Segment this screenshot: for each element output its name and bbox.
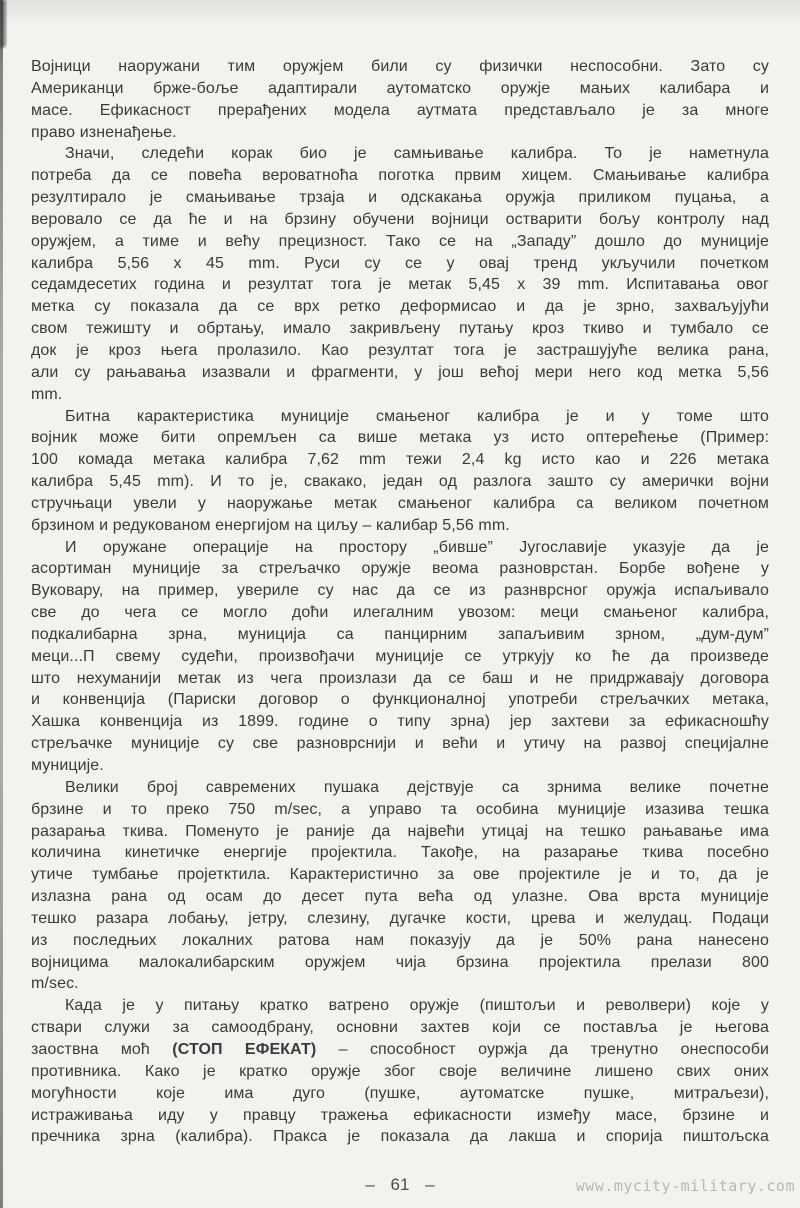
text-line: могућности које има дуго (пушке, аутоматске пушке, митраљези), [31,1084,769,1102]
text-line: војницима малокалибарским оружјем чија брзина пројектила прелази 800 [31,953,769,971]
text-line: седамдесетих година и резултат тога је метак 5,45 х 39 mm. Испитавања овог [31,276,769,294]
text-line: Вуковару, на пример, увериле су нас да се из разнврсног оружја испаљивало [31,582,769,600]
text-line: брзином и редукованом енергијом на циљу – калибар 5,56 mm. [31,516,510,534]
text-line: противника. Како је кратко оружје због своје величине лишено свих оних [31,1062,769,1080]
text-line: истраживања иду у правцу тражења ефикасности између масе, брзине и [31,1106,769,1124]
text-line: метка су показала да се врх ретко деформисао и да је зрно, захваљујући [31,298,769,316]
text-line: стручњаци увели у наоружање метак смањеног калибра са великом почетном [31,494,769,512]
watermark-text: www.mycity-military.com [575,1177,795,1195]
text-line: количина кинетичке енергије пројектила. Такође, на разарање ткива посебно [31,844,769,862]
text-line: право изненађење. [31,123,177,141]
text-line: стрељачке муниције су све разноврснији и већи и утичу на развој специјалне [31,735,769,753]
text-line: 100 комада метака калибра 7,62 mm тежи 2,4 kg исто као и 226 метака [31,451,769,469]
text-line: што нехуманији метак из чега произлази да се баш и не придржавају договора [31,669,769,687]
text-line: оружјем, а тиме и већу прецизност. Тако се на „Западу” дошло до муниције [31,232,769,250]
text-line: Хашка конвенција из 1899. године о типу зрна) јер захтеви за ефикасношћу [31,713,769,731]
text-line: потреба да се повећа вероватноћа поготка првим хицем. Смањивање калибра [31,167,769,185]
text-line: пречника зрна (калибра). Пракса је показала да лакша и спорија пиштољска [31,1128,769,1146]
text-line: асортиман муниције за стрељачко оружје веома разноврстан. Борбе вођене у [31,560,769,578]
text-line: Војници наоружани тим оружјем били су физички неспособни. Зато су [31,58,769,75]
text-line: меци...П свему судећи, произвођачи муниције се утркују ко ће да произведе [31,647,769,665]
text-line: ствари служи за самоодбрану, основни захтев који се поставља је његова [31,1019,769,1037]
text-line: калибра 5,45 mm). И то је, свакако, један од разлога зашто су амерички војни [31,473,769,491]
page-text [31,56,769,1148]
text-line: резултирало је смањивање трзаја и одскакања оружја приликом пуцања, а [31,189,769,207]
text-line: утиче тумбање пројетктила. Карактеристично за ове пројектиле је и то, да је [31,866,769,884]
text-line: заоствна моћ (СТОП ЕФЕКАТ) – способност оуржја да тренутно онеспособи [31,1040,770,1058]
text-line: Битна карактеристика муниције смањеног калибра је и у томе што [65,407,769,425]
text-line: свом тежишту и обртању, имало закривљену путању кроз ткиво и тумбало се [31,320,769,338]
text-line: Када је у питању кратко ватрено оружје (пиштољи и револвери) које у [65,997,769,1015]
text-line: док је кроз њега пролазило. Као резултат тога је застрашујуће велика рана, [31,341,769,359]
text-line: Велики број савремених пушака дејствује са зрнима велике почетне [65,778,769,796]
text-line: Американци брже-боље адаптирали аутоматско оружје мањих калибара и [31,79,769,97]
page-number: – 61 – [365,1175,435,1194]
text-line: муниције. [31,757,104,774]
text-line: mm. [31,385,63,403]
bold-text: (СТОП ЕФЕКАТ) [172,1040,317,1058]
text-line: све до чега се могло доћи илегалним увозом: меци смањеног калибра, [31,604,769,622]
text-line: и конвенција (Париски договор о функционалној употреби стрељачких метака, [31,691,769,709]
text-line: али су рањавања изазвали и фрагменти, у још већој мери него код метка 5,56 [31,363,769,381]
text-line: веровало се да ће и на брзину обучени војници остварити бољу контролу над [31,210,769,228]
scan-edge-artifact [0,0,3,1208]
text-line: калибра 5,56 х 45 mm. Руси су се у овај тренд укључили почетком [31,254,769,272]
text-line: m/sec. [31,975,79,993]
text-line: излазна рана од осам до десет пута већа од улазне. Ова врста муниције [31,888,769,906]
text-line: брзине и то преко 750 m/sec, а управо та особина муниције изазива тешка [31,800,769,818]
text-line: из последњих локалних ратова нам показују да је 50% рана нанесено [31,931,769,949]
text-line: Значи, следећи корак био је самњивање калибра. То је наметнула [65,145,769,163]
text-line: тешко разара лобању, јетру, слезину, дугачке кости, црева и желудац. Подаци [31,909,769,927]
text-line: масе. Ефикасност прерађених модела аутмата представљало је за многе [31,101,769,119]
text-line: разарања ткива. Поменуто је раније да највећи утицај на тешко рањавање има [31,822,769,840]
text-line: војник може бити опремљен са више метака уз исто оптерећење (Пример: [31,429,769,447]
text-line: И оружане операције на простору „бивше” Југославије указује да је [65,538,769,556]
scan-corner-smudge [0,0,6,48]
text-line: подкалибарна зрна, муниција са панцирним запаљивим зрном, „дум-дум” [31,625,769,643]
